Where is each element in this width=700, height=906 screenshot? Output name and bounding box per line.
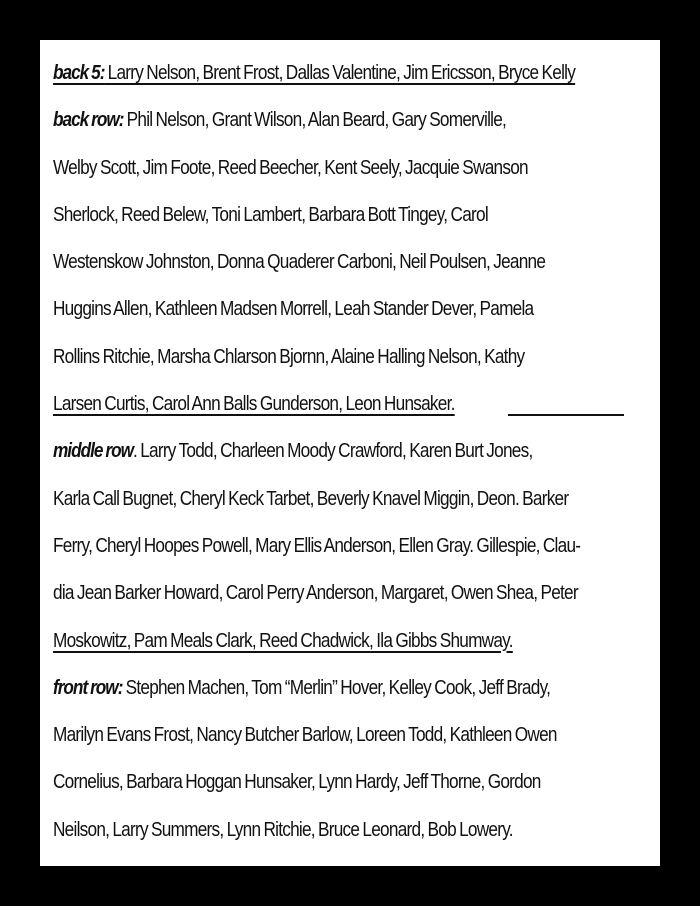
names-text: Sherlock, Reed Belew, Toni Lambert, Barbara Bott Tingey, Carol (53, 202, 488, 226)
caption-line (53, 629, 651, 676)
caption-line (53, 156, 651, 203)
names-text: Larry Todd, Charleen Moody Crawford, Karen Burt Jones, (137, 439, 533, 463)
section-label-back-row: back row: (53, 108, 124, 132)
names-text: Moskowitz, Pam Meals Clark, Reed Chadwick, Ila Gibbs Shumway. (53, 628, 513, 652)
names-text: Welby Scott, Jim Foote, Reed Beecher, Kent Seely, Jacquie Swanson (53, 155, 528, 179)
names-text: Stephen Machen, Tom “Merlin” Hover, Kelley Cook, Jeff Brady, (122, 675, 551, 699)
caption-line (53, 723, 651, 770)
section-label-front-row: front row: (53, 675, 123, 699)
caption-line (53, 345, 651, 392)
caption-line (53, 250, 651, 297)
names-text: Phil Nelson, Grant Wilson, Alan Beard, Gary Somerville, (123, 108, 507, 132)
caption-line (53, 818, 651, 865)
names-text: Larry Nelson, Brent Frost, Dallas Valentine, Jim Ericsson, Bryce Kelly (104, 61, 576, 84)
names-text: Westenskow Johnston, Donna Quaderer Carboni, Neil Poulsen, Jeanne (53, 250, 546, 274)
caption-line (53, 581, 651, 628)
caption-line (53, 297, 651, 344)
names-text: Marilyn Evans Frost, Nancy Butcher Barlow, Loreen Todd, Kathleen Owen (53, 723, 557, 747)
underline-rule (508, 414, 624, 416)
names-text: Ferry, Cheryl Hoopes Powell, Mary Ellis Anderson, Ellen Gray. Gillespie, Clau- (53, 533, 581, 557)
document-page (40, 40, 660, 866)
caption-line (53, 61, 651, 108)
names-text: Neilson, Larry Summers, Lynn Ritchie, Bruce Leonard, Bob Lowery. (53, 817, 513, 841)
caption-line (53, 770, 651, 817)
names-text: Karla Call Bugnet, Cheryl Keck Tarbet, Beverly Knavel Miggin, Deon. Barker (53, 486, 569, 510)
label-punctuation: . (132, 439, 138, 463)
caption-line (53, 108, 651, 155)
caption-line (53, 534, 651, 581)
section-label-middle-row: middle row (53, 439, 133, 463)
photo-caption (53, 61, 651, 865)
caption-line (53, 676, 651, 723)
names-text: dia Jean Barker Howard, Carol Perry Anderson, Margaret, Owen Shea, Peter (53, 581, 578, 605)
names-text: Larsen Curtis, Carol Ann Balls Gunderson, Leon Hunsaker. (53, 392, 455, 416)
section-label-back-5: back 5: (53, 61, 105, 84)
names-text: Rollins Ritchie, Marsha Chlarson Bjornn, Alaine Halling Nelson, Kathy (53, 344, 525, 368)
caption-line (53, 439, 651, 486)
caption-line (53, 487, 651, 534)
names-text: Cornelius, Barbara Hoggan Hunsaker, Lynn Hardy, Jeff Thorne, Gordon (53, 770, 541, 794)
names-text: Huggins Allen, Kathleen Madsen Morrell, Leah Stander Dever, Pamela (53, 297, 534, 321)
caption-line (53, 203, 651, 250)
